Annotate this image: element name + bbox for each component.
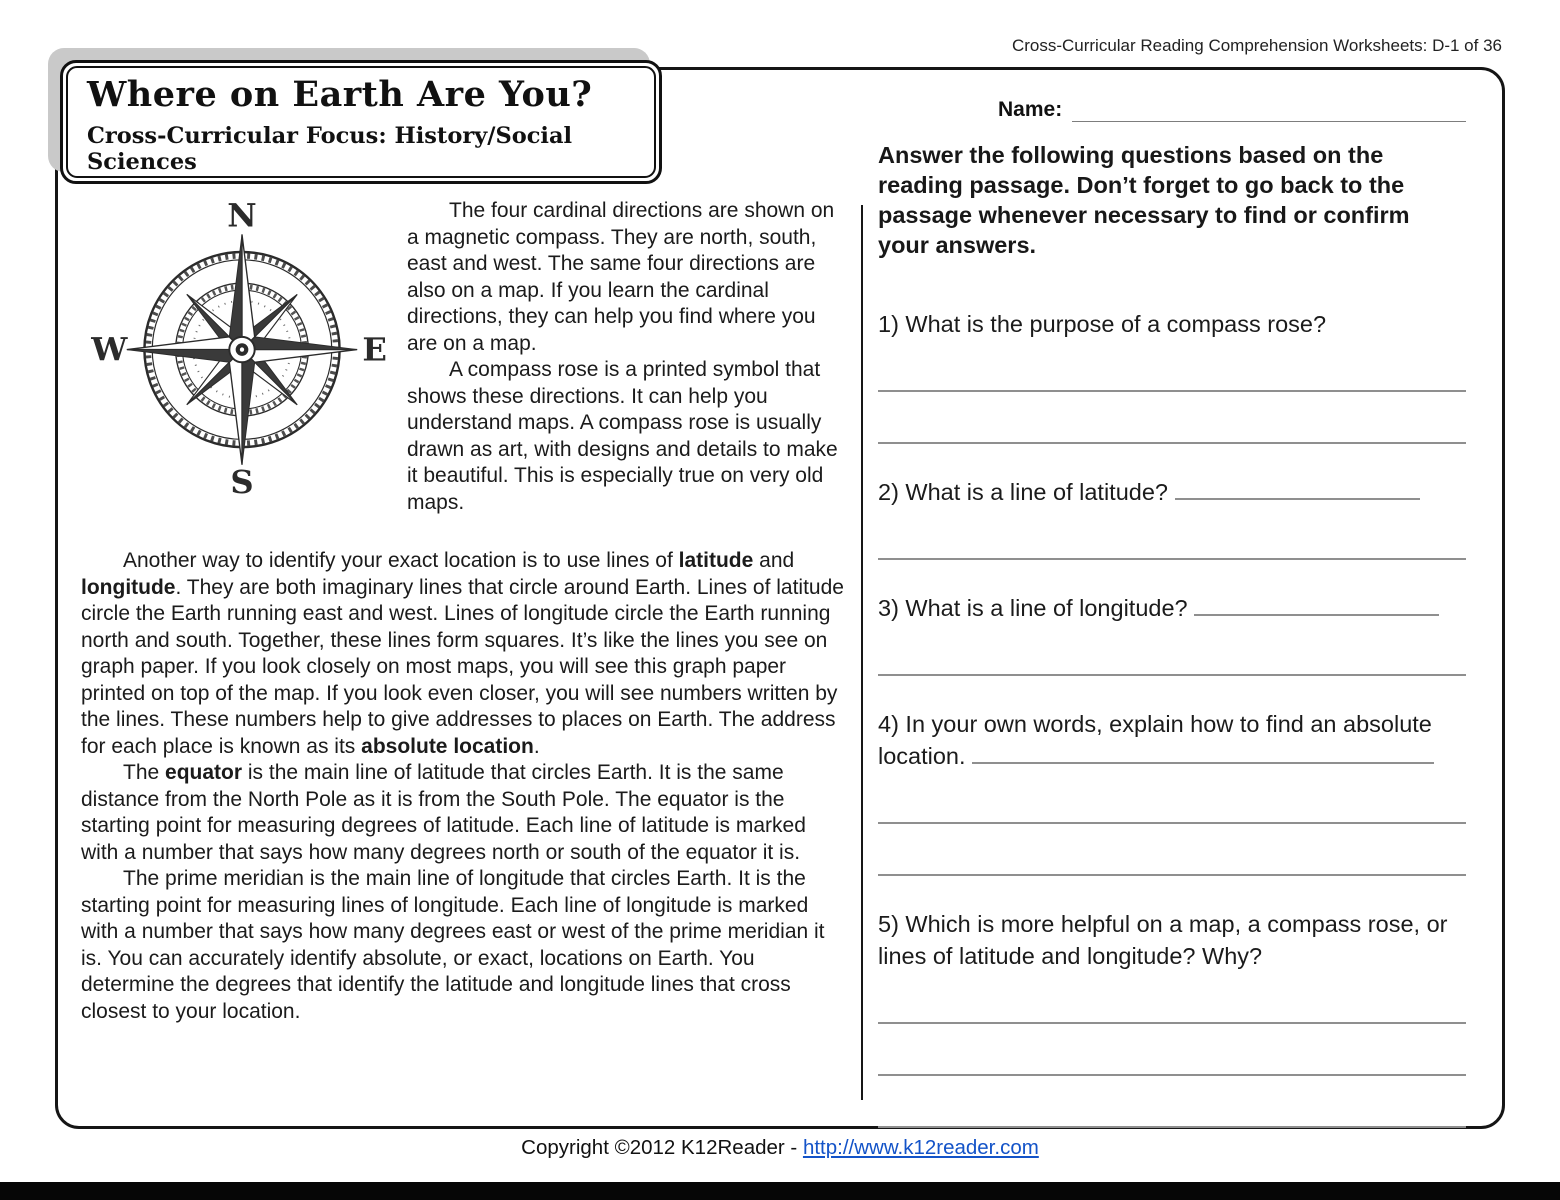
compass-rose-figure: [81, 198, 407, 548]
passage-paragraph: Another way to identify your exact location is to use lines of latitude and longitude. They are both imaginary lines that circle around Earth. Lines of latitude circle the Earth running east and west. Lines of longitude circle the Earth running north and south. Together, these lines form squares. It’s like the lines you see on graph paper. If you look closely on most maps, you will see this graph paper printed on top of the map. If you look even closer, you will see numbers written by the lines. These numbers help to give addresses to places on Earth. The address for each place is known as its absolute location.: [81, 549, 844, 758]
inline-answer-blank: [1194, 614, 1439, 616]
copyright-text: Copyright ©2012 K12Reader -: [521, 1136, 803, 1159]
compass-rose-image: [81, 198, 403, 506]
page-bottom-edge: [0, 1182, 1560, 1200]
question-block: [878, 908, 1466, 1128]
question-text: 4) In your own words, explain how to find an absolute location.: [878, 708, 1466, 772]
answer-blank-line: [878, 822, 1466, 824]
name-row: [998, 98, 1466, 122]
name-label: Name:: [998, 98, 1063, 121]
compass-label-north: N: [227, 198, 257, 235]
worksheet-title: Where on Earth Are You?: [87, 74, 593, 115]
question-text: 3) What is a line of longitude?: [878, 592, 1466, 624]
answer-blank-line: [878, 390, 1466, 392]
answer-blank-line: [878, 1022, 1466, 1024]
footer: [0, 1136, 1560, 1160]
question-block: [878, 592, 1466, 676]
questions-list: [878, 308, 1466, 1128]
questions-column: [878, 98, 1466, 1128]
passage-paragraph: The four cardinal directions are shown on a magnetic compass. They are north, south, east and west. The same four directions are also on a map. If you learn the cardinal directions, they can help you find where you are on a map.: [407, 199, 835, 355]
compass-label-west: W: [91, 330, 128, 369]
passage-paragraph: The prime meridian is the main line of longitude that circles Earth. It is the starting point for measuring lines of longitude. Each line of longitude is marked with a number that says how many degrees east or west of the prime meridian it is. You can accurately identify absolute, or exact, locations on Earth. You determine the degrees that identify the latitude and longitude lines that cross closest to your location.: [81, 867, 825, 1023]
name-blank-line: [1072, 99, 1466, 122]
passage-paragraph: A compass rose is a printed symbol that shows these directions. It can help you understand maps. A compass rose is usually drawn as art, with designs and details to make it beautiful. This is especially true on very old maps.: [407, 358, 838, 514]
question-text: 5) Which is more helpful on a map, a compass rose, or lines of latitude and longitude? Why?: [878, 911, 1448, 969]
k12reader-link[interactable]: http://www.k12reader.com: [802, 1136, 1039, 1159]
answer-blank-line: [878, 558, 1466, 560]
answer-blank-line: [878, 1074, 1466, 1076]
question-text: 1) What is the purpose of a compass rose?: [878, 311, 1327, 337]
answer-blank-line: [878, 1126, 1466, 1128]
compass-label-east: E: [362, 330, 387, 369]
answer-blank-line: [878, 874, 1466, 876]
title-box: [60, 60, 662, 184]
reading-passage-column: [81, 198, 849, 1025]
inline-answer-blank: [1175, 498, 1420, 500]
question-block: [878, 308, 1466, 444]
question-text: 2) What is a line of latitude?: [878, 476, 1466, 508]
page-header-label: Cross-Curricular Reading Comprehension Worksheets: D-1 of 36: [1011, 36, 1502, 55]
worksheet-border: [55, 67, 1505, 1129]
instructions-text: Answer the following questions based on the reading passage. Don’t forget to go back to the passage whenever necessary to find or confirm your answers.: [878, 142, 1410, 258]
inline-answer-blank: [972, 762, 1434, 764]
passage-paragraph: The equator is the main line of latitude that circles Earth. It is the same distance from the North Pole as it is from the South Pole. The equator is the starting point for measuring degrees of latitude. Each line of latitude is marked with a number that says how many degrees north or south of the equator it is.: [81, 761, 806, 864]
column-divider: [861, 205, 863, 1100]
question-block: [878, 708, 1466, 876]
answer-blank-line: [878, 674, 1466, 676]
worksheet-subtitle: Cross-Curricular Focus: History/Social Sciences: [87, 123, 573, 176]
compass-label-south: S: [230, 462, 254, 501]
answer-blank-line: [878, 442, 1466, 444]
question-block: [878, 476, 1466, 560]
